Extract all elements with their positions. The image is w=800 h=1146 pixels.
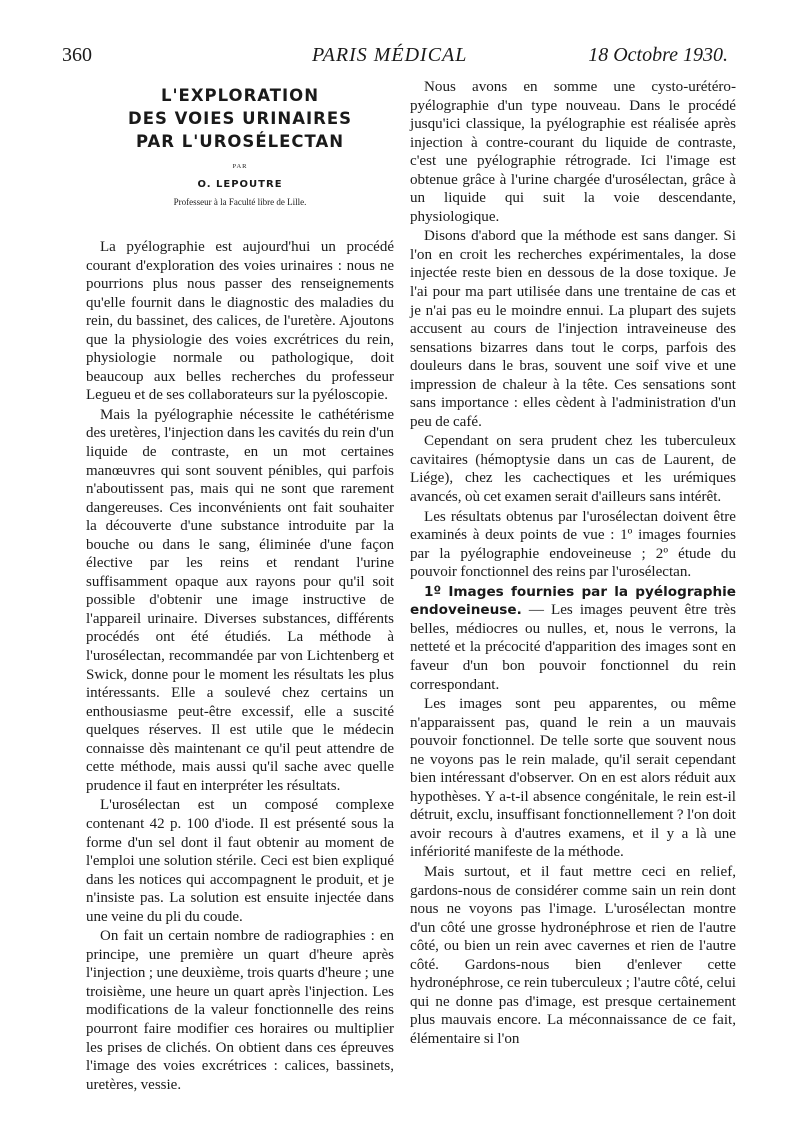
author-name: O. LEPOUTRE [197, 179, 283, 190]
article-title [86, 84, 394, 153]
title-line: PAR L'UROSÉLECTAN [135, 132, 345, 151]
author-affiliation: Professeur à la Faculté libre de Lille. [173, 197, 307, 207]
section-paragraph [410, 583, 736, 694]
paragraph: La pyélographie est aujourd'hui un procédé courant d'exploration des voies urinaires : nous ne pourrions plus nous passer des renseignements qu'elle fournit dans le diagnostic des maladies du rein, du bassinet, des calices, de l'uretère. Ajoutons que la physiologie des voies excrétrices du rein, physiologie normale ou pathologique, doit beaucoup aux belles recherches du professeur Legueu et de ses collaborateurs sur la pyéloscopie. [86, 239, 394, 404]
paragraph: On fait un certain nombre de radiographies : en principe, une première un quart d'heure après l'injection ; une deuxième, trois quarts d'heure ; une troisième, une heure un quart après l'injection. Les modifications de la valeur fonctionnelle des reins pourront faire modifier ces horaires ou multiplier les prises de clichés. On obtient dans ces épreuves l'image des voies excrétrices : calices, bassinets, uretères, vessie. [86, 928, 394, 1093]
paragraph: Disons d'abord que la méthode est sans danger. Si l'on en croit les recherches expérimentales, la dose injectée reste bien en dessous de la dose toxique. Je l'ai pour ma part utilisée dans une trentaine de cas et je n'ai pas eu le moindre ennui. La plupart des sujets accusent au cours de l'injection intraveineuse des sensations bizarres dans tout le corps, parfois des douleurs dans le bras, souvent une soif vive et une impression de chaleur à la tête. Ces sensations sont sans importance : elles cèdent à l'administration d'un peu de café. [410, 228, 736, 430]
page-number: 360 [62, 44, 92, 66]
byline: PAR [232, 163, 248, 170]
journal-title: PARIS MÉDICAL [312, 44, 468, 66]
left-column [86, 78, 394, 1094]
right-column [410, 78, 736, 1048]
paragraph: Nous avons en somme une cysto-urétéro-pyélographie d'un type nouveau. Dans le procédé jusqu'ici classique, la pyélographie est réalisée après injection à contre-courant du liquide de contraste, c'est une pyélographie rétrograde. Ici l'image est obtenue grâce à l'urine chargée d'urosélectan, grâce à un liquide qui suit la voie descendante, physiologique. [410, 79, 736, 225]
paragraph: Mais la pyélographie nécessite le cathétérisme des uretères, l'injection dans les cavités du rein d'un liquide de contraste, en un mot certaines manœuvres qui sont souvent pénibles, qui parfois n'aboutissent pas, mais qui ne sont que rarement dangereuses. Ces inconvénients ont fait souhaiter la découverte d'une substance introduite par la bouche ou dans le sang, éliminée d'une façon élective par les reins et rendant l'urine suffisamment opaque aux rayons pour qu'il soit possible d'obtenir une image instructive de l'appareil urinaire. Diverses substances, différents procédés ont été étudiés. La méthode à l'urosélectan, recommandée par von Lichtenberg et Swick, donne pour le moment les résultats les plus intéressants. Elle a soulevé chez certains un enthousiasme peut-être excessif, elle a suscité quelques réserves. Il est utile que le médecin connaisse dès maintenant ce qu'il peut attendre de cette méthode, mais aussi qu'il sache avec quelle prudence il faut en interpréter les résultats. [86, 406, 394, 794]
paragraph: Mais surtout, et il faut mettre ceci en relief, gardons-nous de considérer comme sain un rein dont nous ne voyons pas l'image. L'urosélectan montre d'un côté une grosse hydronéphrose et rien de l'autre côté, ou bien un rein avec cavernes et rien de l'autre côté. Gardons-nous bien d'enlever cette hydronéphrose, ce rein tuberculeux ; l'autre côté, celui qui ne donne pas d'image, est presque certainement plus mauvais encore. La méconnaissance de ce fait, élémentaire si l'on [410, 863, 736, 1047]
paragraph: Les résultats obtenus par l'urosélectan doivent être examinés à deux points de vue : 1º images fournies par la pyélographie endoveineuse ; 2º étude du pouvoir fonctionnel des reins par l'urosélectan. [410, 508, 736, 581]
running-header [0, 44, 800, 74]
issue-date: 18 Octobre 1930. [588, 44, 728, 66]
title-line: L'EXPLORATION [160, 86, 320, 105]
paragraph: Cependant on sera prudent chez les tuberculeux cavitaires (hémoptysie dans un cas de Laurent, de Liége), chez les cachectiques et les urémiques avancés, où cet examen serait d'ailleurs sans intérêt. [410, 433, 736, 506]
section-heading: 1º Images fournies par la pyélographie endoveineuse. [410, 583, 736, 619]
paragraph: L'urosélectan est un composé complexe contenant 42 p. 100 d'iode. Il est présenté sous la forme d'un sel dont il faut obtenir au moment de l'emploi une solution stérile. Ceci est bien expliqué dans les notices qui accompagnent le produit, et je n'insiste pas. La solution est ensuite injectée dans une veine du pli du coude. [86, 797, 394, 925]
section-text: — Les images peuvent être très belles, médiocres ou nulles, et, nous le verrons, la netteté et la précocité d'apparition des images sont en faveur d'un bon pouvoir fonctionnel du rein correspondant. [410, 602, 736, 693]
title-line: DES VOIES URINAIRES [128, 109, 352, 128]
paragraph: Les images sont peu apparentes, ou même n'apparaissent pas, quand le rein a un mauvais pouvoir fonctionnel. De telle sorte que souvent nous ne voyons pas le rein malade, qu'il serait cependant bien intéressant d'observer. On en est alors réduit aux hypothèses. Y a-t-il absence congénitale, le rein est-il détruit, exclu, insuffisant fonctionnellement ? l'on doit avoir recours à d'autres examens, et il y a là une infériorité manifeste de la méthode. [410, 696, 736, 861]
